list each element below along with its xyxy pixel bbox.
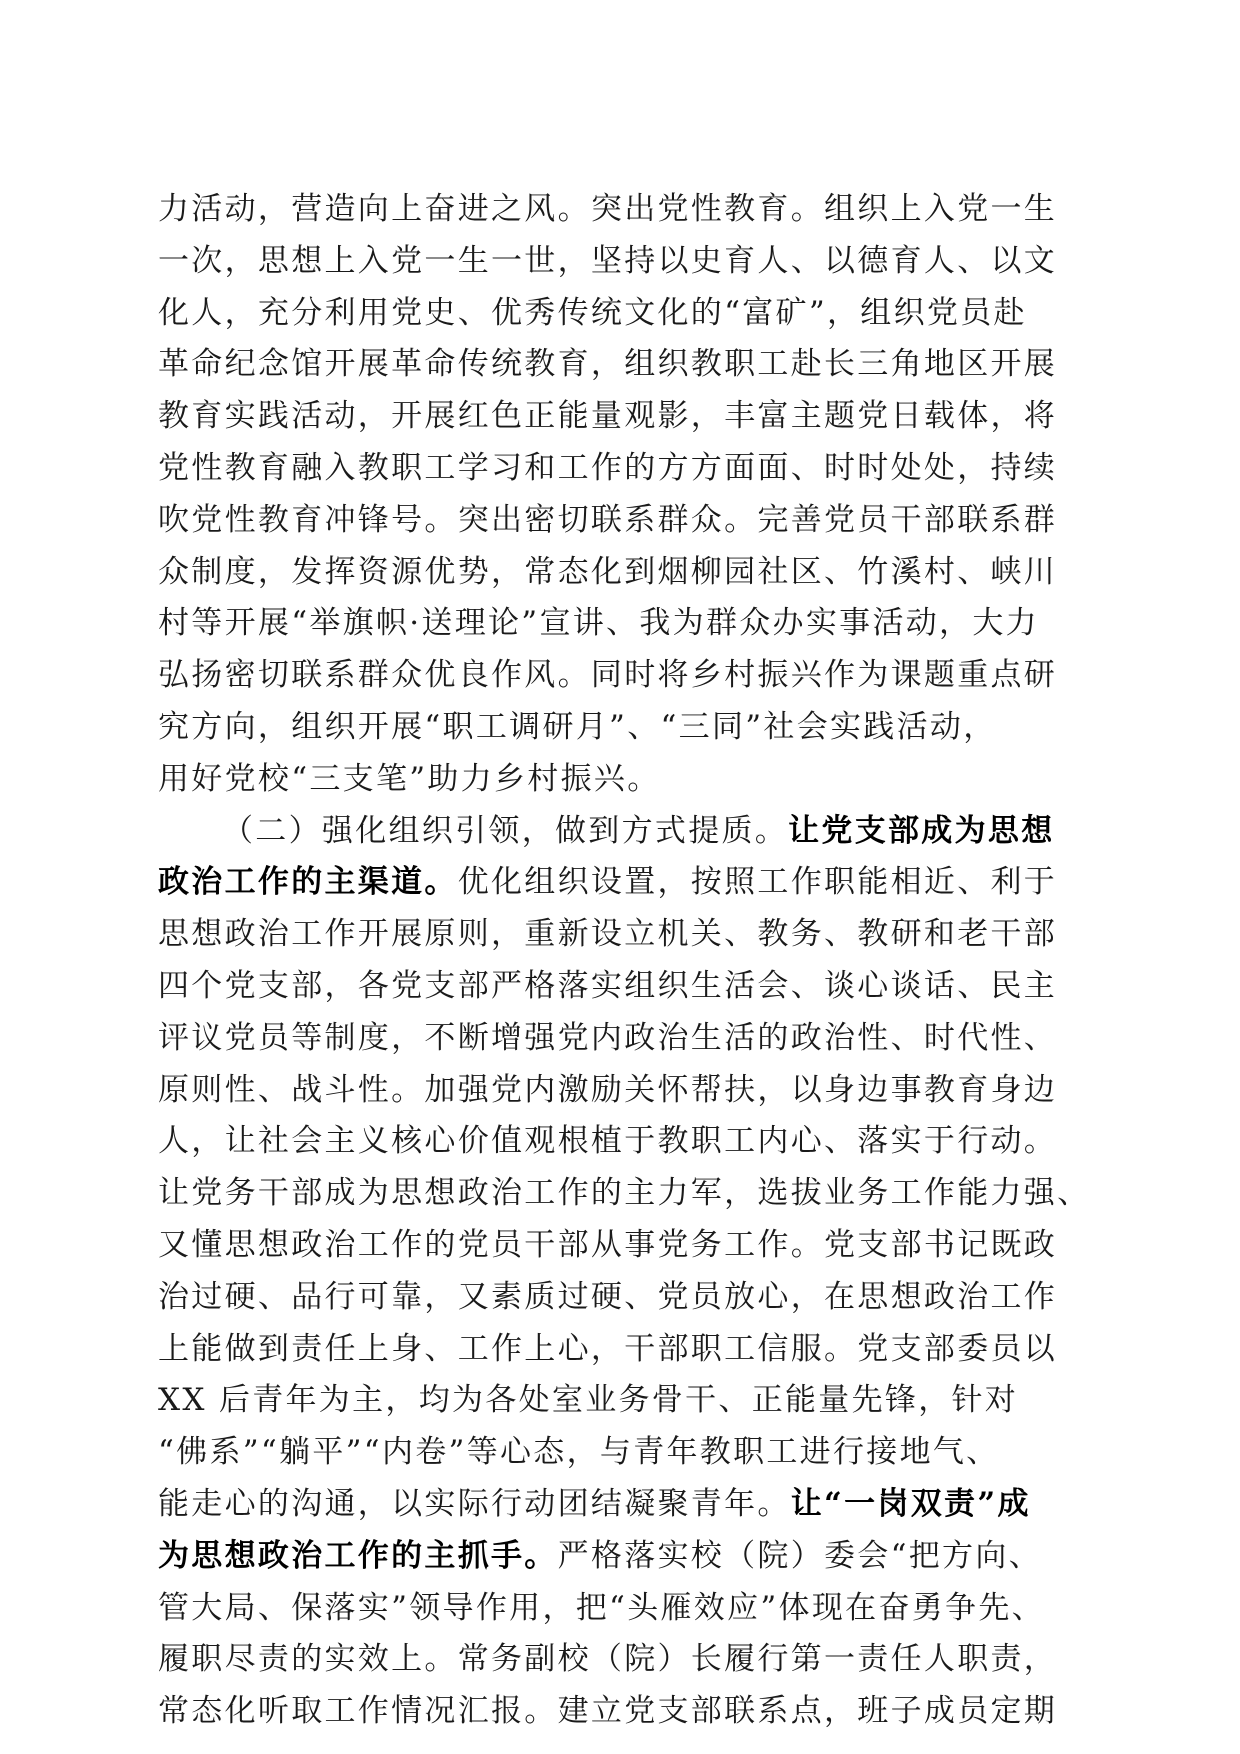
text-segment: 常态化听取工作情况汇报。建立党支部联系点，班子成员定期 — [158, 1693, 1058, 1730]
bold-text-segment: 让党支部成为思想 — [788, 812, 1055, 849]
text-segment: 履职尽责的实效上。常务副校（院）长履行第一责任人职责， — [158, 1641, 1058, 1678]
text-line — [158, 339, 1088, 391]
text-line — [158, 495, 1088, 547]
text-segment: 教育实践活动，开展红色正能量观影，丰富主题党日载体，将 — [158, 398, 1058, 435]
text-segment: 化人，充分利用党史、优秀传统文化的“富矿”，组织党员赴 — [158, 294, 1027, 331]
text-line — [158, 1479, 1088, 1531]
text-line — [158, 1272, 1088, 1324]
text-line — [158, 598, 1088, 650]
text-segment: 弘扬密切联系群众优良作风。同时将乡村振兴作为课题重点研 — [158, 657, 1058, 694]
text-line — [158, 1116, 1088, 1168]
text-segment: 思想政治工作开展原则，重新设立机关、教务、教研和老干部 — [158, 916, 1058, 953]
text-line — [158, 650, 1088, 702]
text-segment: 又懂思想政治工作的党员干部从事党务工作。党支部书记既政 — [158, 1226, 1058, 1263]
text-line — [158, 1220, 1088, 1272]
text-line — [158, 1634, 1088, 1686]
text-line — [158, 1324, 1088, 1376]
text-line — [158, 1168, 1091, 1220]
text-segment: 四个党支部，各党支部严格落实组织生活会、谈心谈话、民主 — [158, 967, 1058, 1004]
text-segment: 究方向，组织开展“职工调研月”、“三同”社会实践活动， — [158, 708, 997, 745]
text-line — [158, 857, 1088, 909]
text-segment: 原则性、战斗性。加强党内激励关怀帮扶，以身边事教育身边 — [158, 1071, 1058, 1108]
text-segment: 评议党员等制度，不断增强党内政治生活的政治性、时代性、 — [158, 1019, 1058, 1056]
text-line — [158, 806, 1088, 858]
text-segment: 力活动，营造向上奋进之风。突出党性教育。组织上入党一生 — [158, 191, 1058, 227]
text-segment: XX 后青年为主，均为各处室业务骨干、正能量先锋，针对 — [158, 1382, 1019, 1419]
text-segment: 革命纪念馆开展革命传统教育，组织教职工赴长三角地区开展 — [158, 346, 1058, 383]
text-line — [158, 288, 1088, 340]
text-segment: 吹党性教育冲锋号。突出密切联系群众。完善党员干部联系群 — [158, 501, 1058, 538]
text-segment: 用好党校“三支笔”助力乡村振兴。 — [158, 760, 661, 797]
text-segment: 一次，思想上入党一生一世，坚持以史育人、以德育人、以文 — [158, 242, 1058, 279]
text-segment: 村等开展“举旗帜·送理论”宣讲、我为群众办实事活动，大力 — [158, 605, 1039, 642]
text-segment: “佛系”“躺平”“内卷”等心态，与青年教职工进行接地气、 — [158, 1434, 1000, 1471]
text-segment: 人，让社会主义核心价值观根植于教职工内心、落实于行动。 — [158, 1123, 1058, 1160]
text-segment: 治过硬、品行可靠，又素质过硬、党员放心，在思想政治工作 — [158, 1278, 1058, 1315]
bold-text-segment: 为思想政治工作的主抓手。 — [158, 1537, 558, 1574]
text-segment: （二）强化组织引领，做到方式提质。 — [222, 812, 789, 849]
text-line — [158, 1583, 1088, 1635]
text-line — [158, 1375, 1088, 1427]
text-segment: 严格落实校（院）委会“把方向、 — [557, 1537, 1042, 1574]
text-segment: 党性教育融入教职工学习和工作的方方面面、时时处处，持续 — [158, 449, 1058, 486]
text-segment: 上能做到责任上身、工作上心，干部职工信服。党支部委员以 — [158, 1330, 1058, 1367]
text-segment: 优化组织设置，按照工作职能相近、利于 — [457, 864, 1058, 901]
text-line — [158, 754, 1088, 806]
text-line — [158, 909, 1088, 961]
text-line — [158, 547, 1088, 599]
text-line — [158, 961, 1088, 1013]
text-segment: 让党务干部成为思想政治工作的主力军，选拔业务工作能力强、 — [158, 1175, 1091, 1212]
text-segment: 管大局、保落实”领导作用，把“头雁效应”体现在奋勇争先、 — [158, 1589, 1045, 1626]
text-line — [158, 391, 1088, 443]
text-line — [158, 1013, 1088, 1065]
text-line — [158, 443, 1088, 495]
text-line — [158, 702, 1088, 754]
text-line — [158, 1427, 1088, 1479]
bold-text-segment: 让“一岗双责”成 — [790, 1485, 1031, 1522]
text-segment: 能走心的沟通，以实际行动团结凝聚青年。 — [158, 1485, 791, 1522]
text-line — [158, 1531, 1088, 1583]
text-line — [158, 1686, 1088, 1738]
text-segment: 众制度，发挥资源优势，常态化到烟柳园社区、竹溪村、峡川 — [158, 553, 1058, 590]
bold-text-segment: 政治工作的主渠道。 — [158, 864, 458, 901]
text-line — [158, 184, 1088, 236]
text-line — [158, 1065, 1088, 1117]
text-line — [158, 236, 1088, 288]
body-text — [158, 184, 1091, 1738]
